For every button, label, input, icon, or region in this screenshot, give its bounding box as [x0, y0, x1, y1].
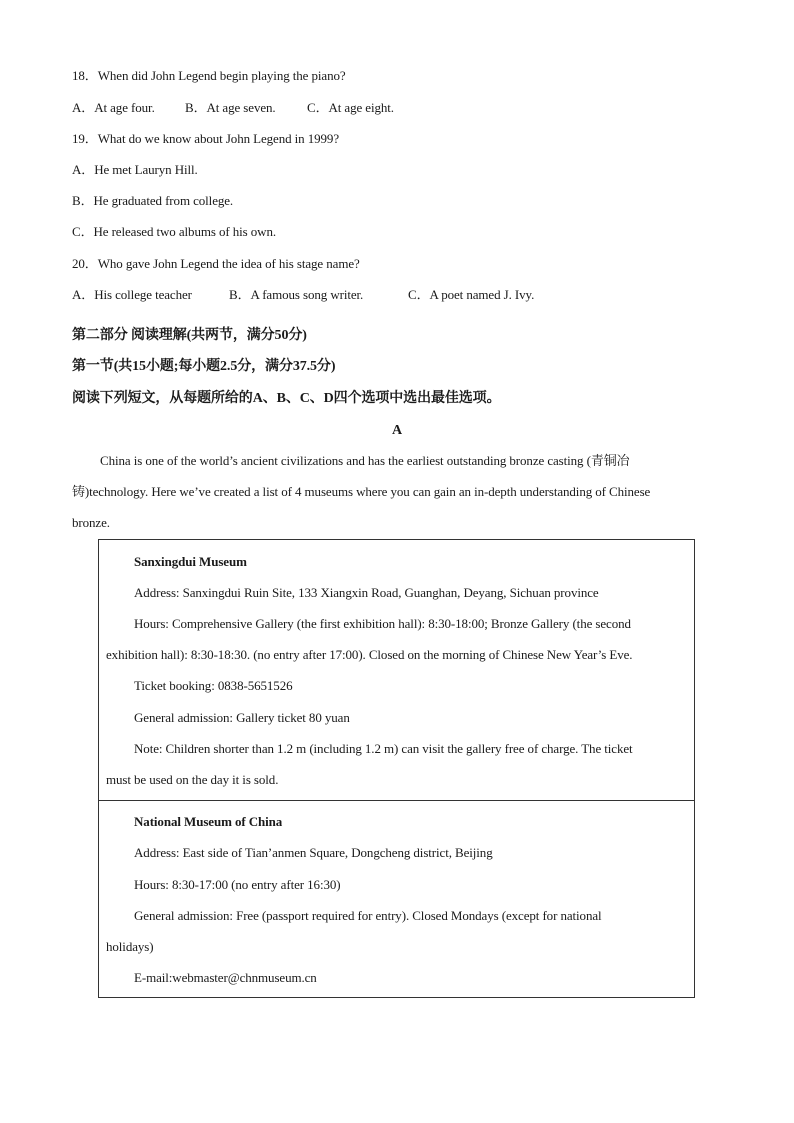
museum-name: National Museum of China [134, 814, 283, 829]
museum-note-cont: must be used on the day it is sold. [106, 772, 279, 787]
museum-admission: General admission: Free (passport required for entry). Closed Mondays (except for national [134, 908, 602, 923]
museum-email: E-mail:webmaster@chnmuseum.cn [134, 970, 317, 985]
museum-entry-national [98, 800, 695, 998]
instruction: 阅读下列短文，从每题所给的A、B、C、D四个选项中选出最佳选项。 [72, 391, 501, 406]
museum-note: Note: Children shorter than 1.2 m (including 1.2 m) can visit the gallery free of charge. The ticket [134, 741, 633, 756]
question-19-option-c: C．He released two albums of his own. [72, 224, 277, 239]
museum-admission: General admission: Gallery ticket 80 yuan [134, 710, 350, 725]
question-18-options [72, 99, 394, 117]
question-20-options [72, 286, 534, 304]
option-a: A．His college teacher [72, 287, 192, 302]
question-18-stem: 18．When did John Legend begin playing the piano? [72, 68, 346, 83]
museum-entry-sanxingdui [98, 539, 695, 801]
passage-letter: A [391, 423, 402, 438]
passage-intro-line: bronze. [72, 515, 110, 530]
option-c: C．A poet named J. Ivy. [408, 287, 535, 302]
museum-name: Sanxingdui Museum [134, 554, 247, 569]
option-a: A．At age four. [72, 100, 155, 115]
museum-hours: Hours: 8:30-17:00 (no entry after 16:30) [134, 877, 341, 892]
museum-ticket-booking: Ticket booking: 0838-5651526 [134, 678, 293, 693]
option-c: C．At age eight. [307, 100, 394, 115]
question-19-option-a: A．He met Lauryn Hill. [72, 162, 198, 177]
option-b: B．A famous song writer. [229, 287, 364, 302]
passage-intro-line: China is one of the world’s ancient civilizations and has the earliest outstanding bronze casting (青铜冶 [100, 453, 630, 468]
museum-address: Address: East side of Tian’anmen Square, Dongcheng district, Beijing [134, 845, 493, 860]
question-19-option-b: B．He graduated from college. [72, 193, 234, 208]
passage-intro-line: 铸)technology. Here we’ve created a list of 4 museums where you can gain an in-depth understanding of Chinese [72, 484, 651, 499]
question-19-stem: 19．What do we know about John Legend in 1999? [72, 131, 340, 146]
museum-admission-cont: holidays) [106, 939, 154, 954]
museum-hours-cont: exhibition hall): 8:30-18:30. (no entry after 17:00). Closed on the morning of Chinese New Year’s Eve. [106, 647, 633, 662]
part-heading: 第二部分 阅读理解(共两节，满分50分) [72, 328, 307, 343]
museum-address: Address: Sanxingdui Ruin Site, 133 Xiangxin Road, Guanghan, Deyang, Sichuan province [134, 585, 599, 600]
museum-hours: Hours: Comprehensive Gallery (the first exhibition hall): 8:30-18:00; Bronze Gallery (the second [134, 616, 631, 631]
option-b: B．At age seven. [185, 100, 276, 115]
sub-heading: 第一节(共15小题;每小题2.5分，满分37.5分) [72, 359, 336, 374]
question-20-stem: 20．Who gave John Legend the idea of his stage name? [72, 256, 360, 271]
